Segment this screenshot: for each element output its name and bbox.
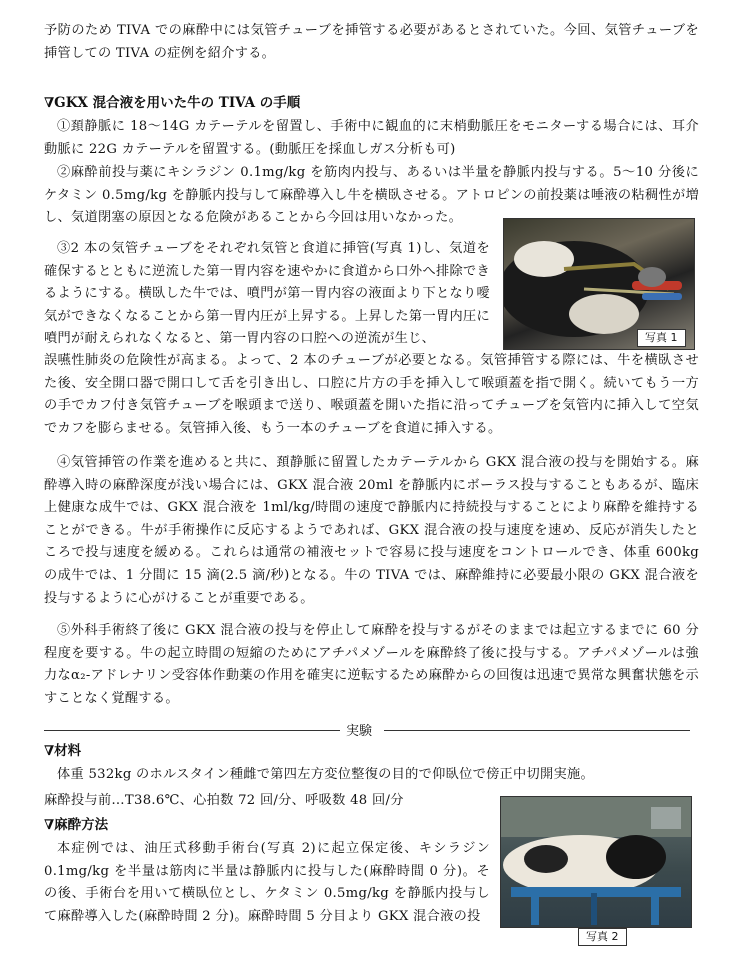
materials-line-2: 麻酔投与前…T38.6℃、心拍数 72 回/分、呼吸数 48 回/分 [44, 793, 404, 808]
method-heading: ∇麻酔方法 [44, 817, 109, 833]
intro-paragraph: 予防のため TIVA での麻酔中には気管チューブを挿管する必要があるとされていた。今回、気管チューブを挿管しての TIVA の症例を紹介する。 [44, 23, 699, 61]
divider-label: 実験 [344, 720, 374, 739]
materials-heading: ∇材料 [44, 743, 82, 759]
step-3-part-a: ③2 本の気管チューブをそれぞれ気管と食道に挿管(写真 1)し、気道を確保するとともに逆流した第一胃内容を速やかに食道から口外へ排除できるようにする。横臥した牛では、噴門が第一胃内容の液面より下となり噯気ができなくなることから第一胃内圧が上昇する。上昇した第一胃内圧に噴門が耐えられなくなると、第一胃内容の口腔への逆流が生じ、 [44, 241, 490, 347]
step-4: ④気管挿管の作業を進めると共に、頚静脈に留置したカテーテルから GKX 混合液の投与を開始する。麻酔導入時の麻酔深度が浅い場合には、GKX 混合液 20ml を静脈内にボーラス投与することもあるが、臨床上健康な成牛では、GKX 混合液を 1ml/kg/時間の速度で静脈内に持続投与することにより麻酔を維持することができる。牛が手術操作に反応するようであれば、GKX 混合液の投与速度を速め、反応が消失したところで投与速度を緩める。これらは通常の補液セットで容易に投与速度をコントロールでき、体重 600kg の成牛では、1 分間に 15 滴(2.5 滴/秒)となる。牛の TIVA では、麻酔維持に必要最小限の GKX 混合液を投与するように心がけることが重要である。 [44, 455, 699, 606]
step-1: ①頚静脈に 18～14G カテーテルを留置し、手術中に観血的に末梢動脈圧をモニターする場合には、耳介動脈に 22G カテーテルを留置する。(動脈圧を採血しガス分析も可) [44, 119, 699, 157]
photo-2-image [501, 797, 691, 927]
step-2: ②麻酔前投与薬にキシラジン 0.1mg/kg を筋肉内投与、あるいは半量を静脈内投与する。5～10 分後にケタミン 0.5mg/kg を静脈内投与して麻酔導入し牛を横臥させる。アトロピンの前投薬は唾液の粘稠性が増し、気道閉塞の原因となる危険があることから今回は用いなかった。 [44, 165, 699, 226]
procedure-heading: ∇GKX 混合液を用いた牛の TIVA の手順 [44, 95, 301, 111]
materials-line-1: 体重 532kg のホルスタイン種雌で第四左方変位整復の目的で仰臥位で傍正中切開実施。 [57, 767, 594, 782]
photo-2-surgery-table [500, 796, 692, 928]
divider-right [384, 730, 690, 731]
step-5: ⑤外科手術終了後に GKX 混合液の投与を停止して麻酔を投与するがそのままでは起立するまでに 60 分程度を要する。牛の起立時間の短縮のためにアチパメゾールを麻酔終了後に投与する。アチパメゾールは強力なα₂-アドレナリン受容体作動薬の作用を確実に逆転するため麻酔からの回復は迅速で異常な興奮状態を示すことなく覚醒する。 [44, 623, 699, 706]
method-text: 本症例では、油圧式移動手術台(写真 2)に起立保定後、キシラジン 0.1mg/kg を半量は筋肉に半量は静脈内に投与した(麻酔時間 0 分)。その後、手術台を用いて横臥位とし、ケタミン 0.5mg/kg を静脈内投与して麻酔導入した(麻酔時間 2 分)。麻酔時間 5 分目より GKX 混合液の投 [44, 841, 490, 924]
photo-2-caption: 写真 2 [578, 928, 627, 946]
photo-1-caption: 写真 1 [637, 329, 686, 347]
step-3-part-b: 誤嚥性肺炎の危険性が高まる。よって、2 本のチューブが必要となる。気管挿管する際には、牛を横臥させた後、安全開口器で開口して舌を引き出し、口腔に片方の手を挿入して喉頭蓋を指で開く。続いてもう一方の手でカフ付き気管チューブを喉頭まで送り、喉頭蓋を開いた指に沿ってチューブを気管内に挿入して空気でカフを膨らませる。気管挿入後、もう一本のチューブを食道に挿入する。 [44, 353, 699, 436]
divider-left [44, 730, 340, 731]
